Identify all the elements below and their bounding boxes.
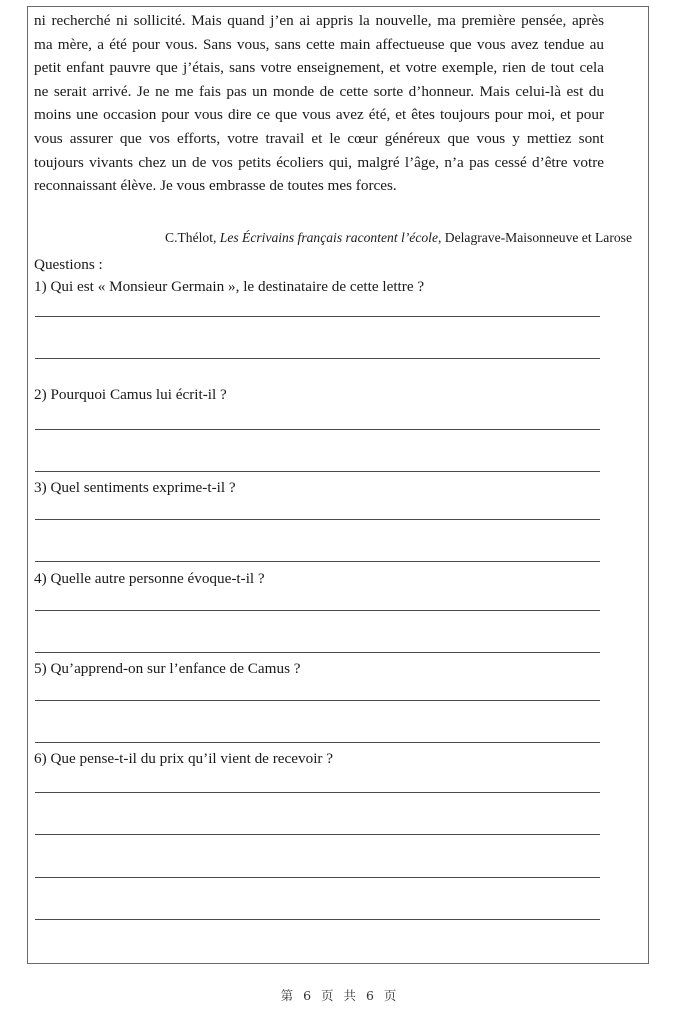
letter-excerpt bbox=[34, 9, 604, 198]
letter-line: ne serait arrivé. Je ne me fais pas un monde de cette sorte d’honneur. Mais celui-là est du bbox=[34, 82, 604, 100]
question-1: 1) Qui est « Monsieur Germain », le destinataire de cette lettre ? bbox=[34, 278, 425, 295]
page-number: 第 6 页 共 6 页 bbox=[280, 988, 400, 1003]
letter-line: toujours vivants chez un de vos petits écoliers qui, malgré l’âge, n’a pas cessé d’être votre bbox=[34, 153, 604, 171]
answer-line[interactable] bbox=[35, 358, 600, 359]
answer-line[interactable] bbox=[35, 834, 600, 835]
answer-line[interactable] bbox=[35, 429, 600, 430]
answer-line[interactable] bbox=[35, 877, 600, 878]
answer-line[interactable] bbox=[35, 519, 600, 520]
citation bbox=[165, 230, 632, 246]
question-3: 3) Quel sentiments exprime-t-il ? bbox=[34, 479, 236, 496]
letter-line: moins une occasion pour vous dire ce que vous avez été, et êtes toujours pour moi, et pour bbox=[34, 106, 604, 124]
question-6: 6) Que pense-t-il du prix qu’il vient de recevoir ? bbox=[34, 750, 334, 767]
question-4: 4) Quelle autre personne évoque-t-il ? bbox=[34, 570, 265, 587]
letter-line: ma mère, a été pour vous. Sans vous, sans cette main affectueuse que vous avez tendue au bbox=[34, 35, 604, 53]
answer-line[interactable] bbox=[35, 919, 600, 920]
answer-line[interactable] bbox=[35, 471, 600, 472]
answer-line[interactable] bbox=[35, 561, 600, 562]
question-2: 2) Pourquoi Camus lui écrit-il ? bbox=[34, 386, 227, 403]
letter-line: ni recherché ni sollicité. Mais quand j’en ai appris la nouvelle, ma première pensée, après bbox=[34, 12, 604, 29]
answer-line[interactable] bbox=[35, 316, 600, 317]
answer-line[interactable] bbox=[35, 700, 600, 701]
letter-line: petit enfant pauvre que j’étais, sans votre enseignement, et votre exemple, rien de tout cela bbox=[34, 59, 604, 77]
citation-publisher: , Delagrave-Maisonneuve et Larose bbox=[437, 230, 632, 245]
answer-line[interactable] bbox=[35, 652, 600, 653]
answer-line[interactable] bbox=[35, 742, 600, 743]
citation-author: C.Thélot, bbox=[165, 230, 220, 245]
citation-title: Les Écrivains français racontent l’école bbox=[219, 230, 438, 245]
letter-line: reconnaissant élève. Je vous embrasse de toutes mes forces. bbox=[34, 177, 397, 195]
letter-line: vous assurer que vos efforts, votre travail et le cœur généreux que vous y mettiez sont bbox=[34, 129, 604, 147]
answer-line[interactable] bbox=[35, 792, 600, 793]
question-5: 5) Qu’apprend-on sur l’enfance de Camus ? bbox=[34, 660, 301, 677]
questions-heading: Questions : bbox=[34, 256, 103, 273]
answer-line[interactable] bbox=[35, 610, 600, 611]
